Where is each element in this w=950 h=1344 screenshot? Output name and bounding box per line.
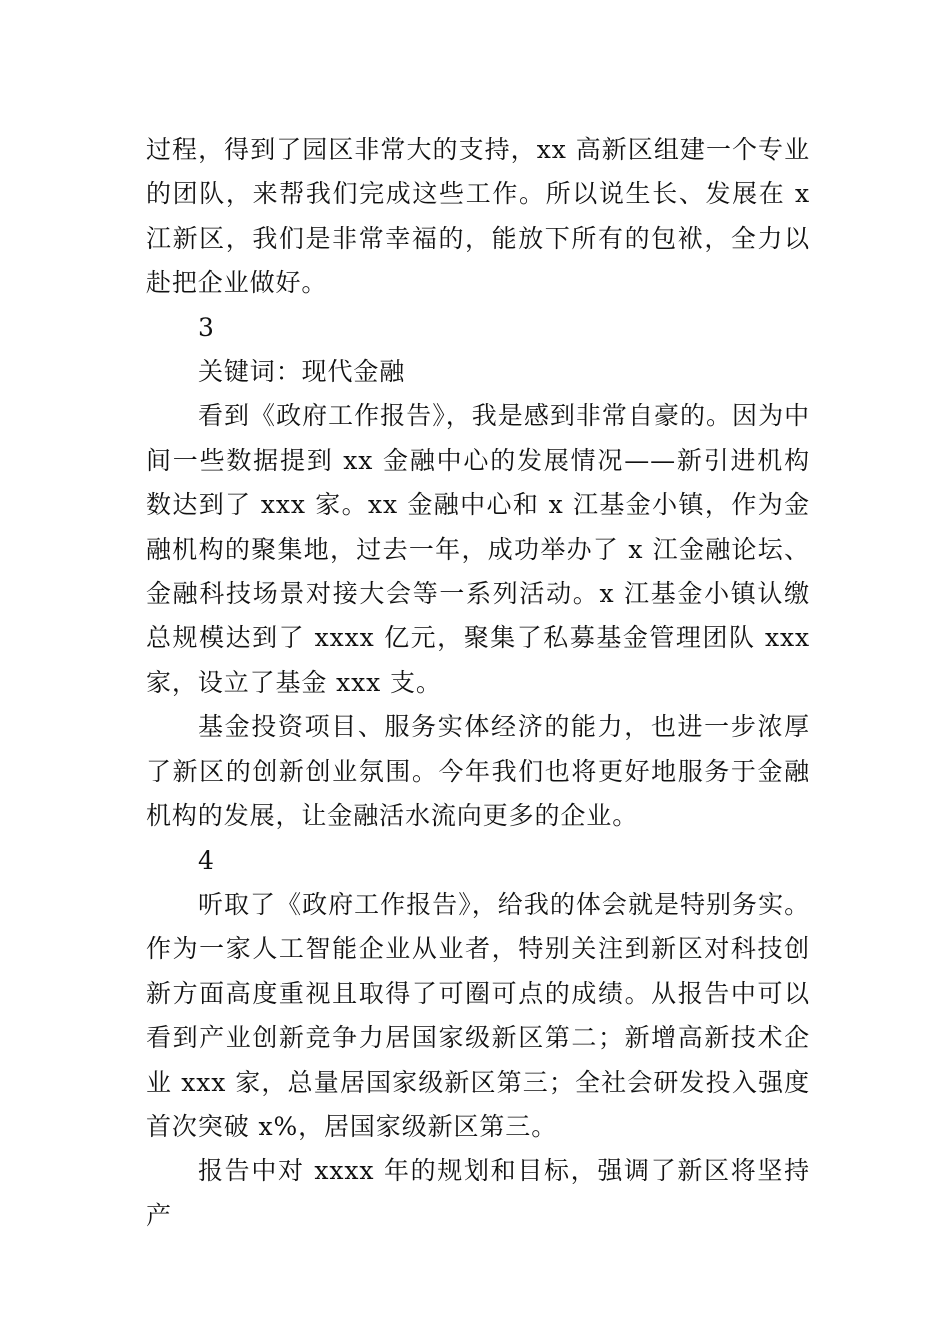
paragraph-plan-goals: 报告中对 xxxx 年的规划和目标，强调了新区将坚持产 (146, 1156, 810, 1230)
document-body (146, 128, 810, 1238)
paragraph-finance-report: 看到《政府工作报告》，我是感到非常自豪的。因为中间一些数据提到 xx 金融中心的发展情况——新引进机构数达到了 xxx 家。xx 金融中心和 x 江基金小镇，作为金融机构的聚集地，过去一年，成功举办了 x 江金融论坛、金融科技场景对接大会等一系列活动。x 江基金小镇认缴总规模达到了 xxxx 亿元，聚集了私募基金管理团队 xxx 家，设立了基金 xxx 支。 (146, 401, 810, 697)
section-number-4: 4 (198, 845, 215, 875)
section-number-3: 3 (198, 312, 215, 342)
keyword-line: 关键词：现代金融 (198, 357, 406, 387)
paragraph-continued: 过程，得到了园区非常大的支持，xx 高新区组建一个专业的团队，来帮我们完成这些工作。所以说生长、发展在 x 江新区，我们是非常幸福的，能放下所有的包袱，全力以赴把企业做好。 (146, 135, 810, 298)
paragraph-fund-investment: 基金投资项目、服务实体经济的能力，也进一步浓厚了新区的创新创业氛围。今年我们也将更好地服务于金融机构的发展，让金融活水流向更多的企业。 (146, 712, 810, 831)
paragraph-ai-enterprise: 听取了《政府工作报告》，给我的体会就是特别务实。作为一家人工智能企业从业者，特别关注到新区对科技创新方面高度重视且取得了可圈可点的成绩。从报告中可以看到产业创新竞争力居国家级新区第二；新增高新技术企业 xxx 家，总量居国家级新区第三；全社会研发投入强度首次突破 x%，居国家级新区第三。 (146, 889, 810, 1141)
